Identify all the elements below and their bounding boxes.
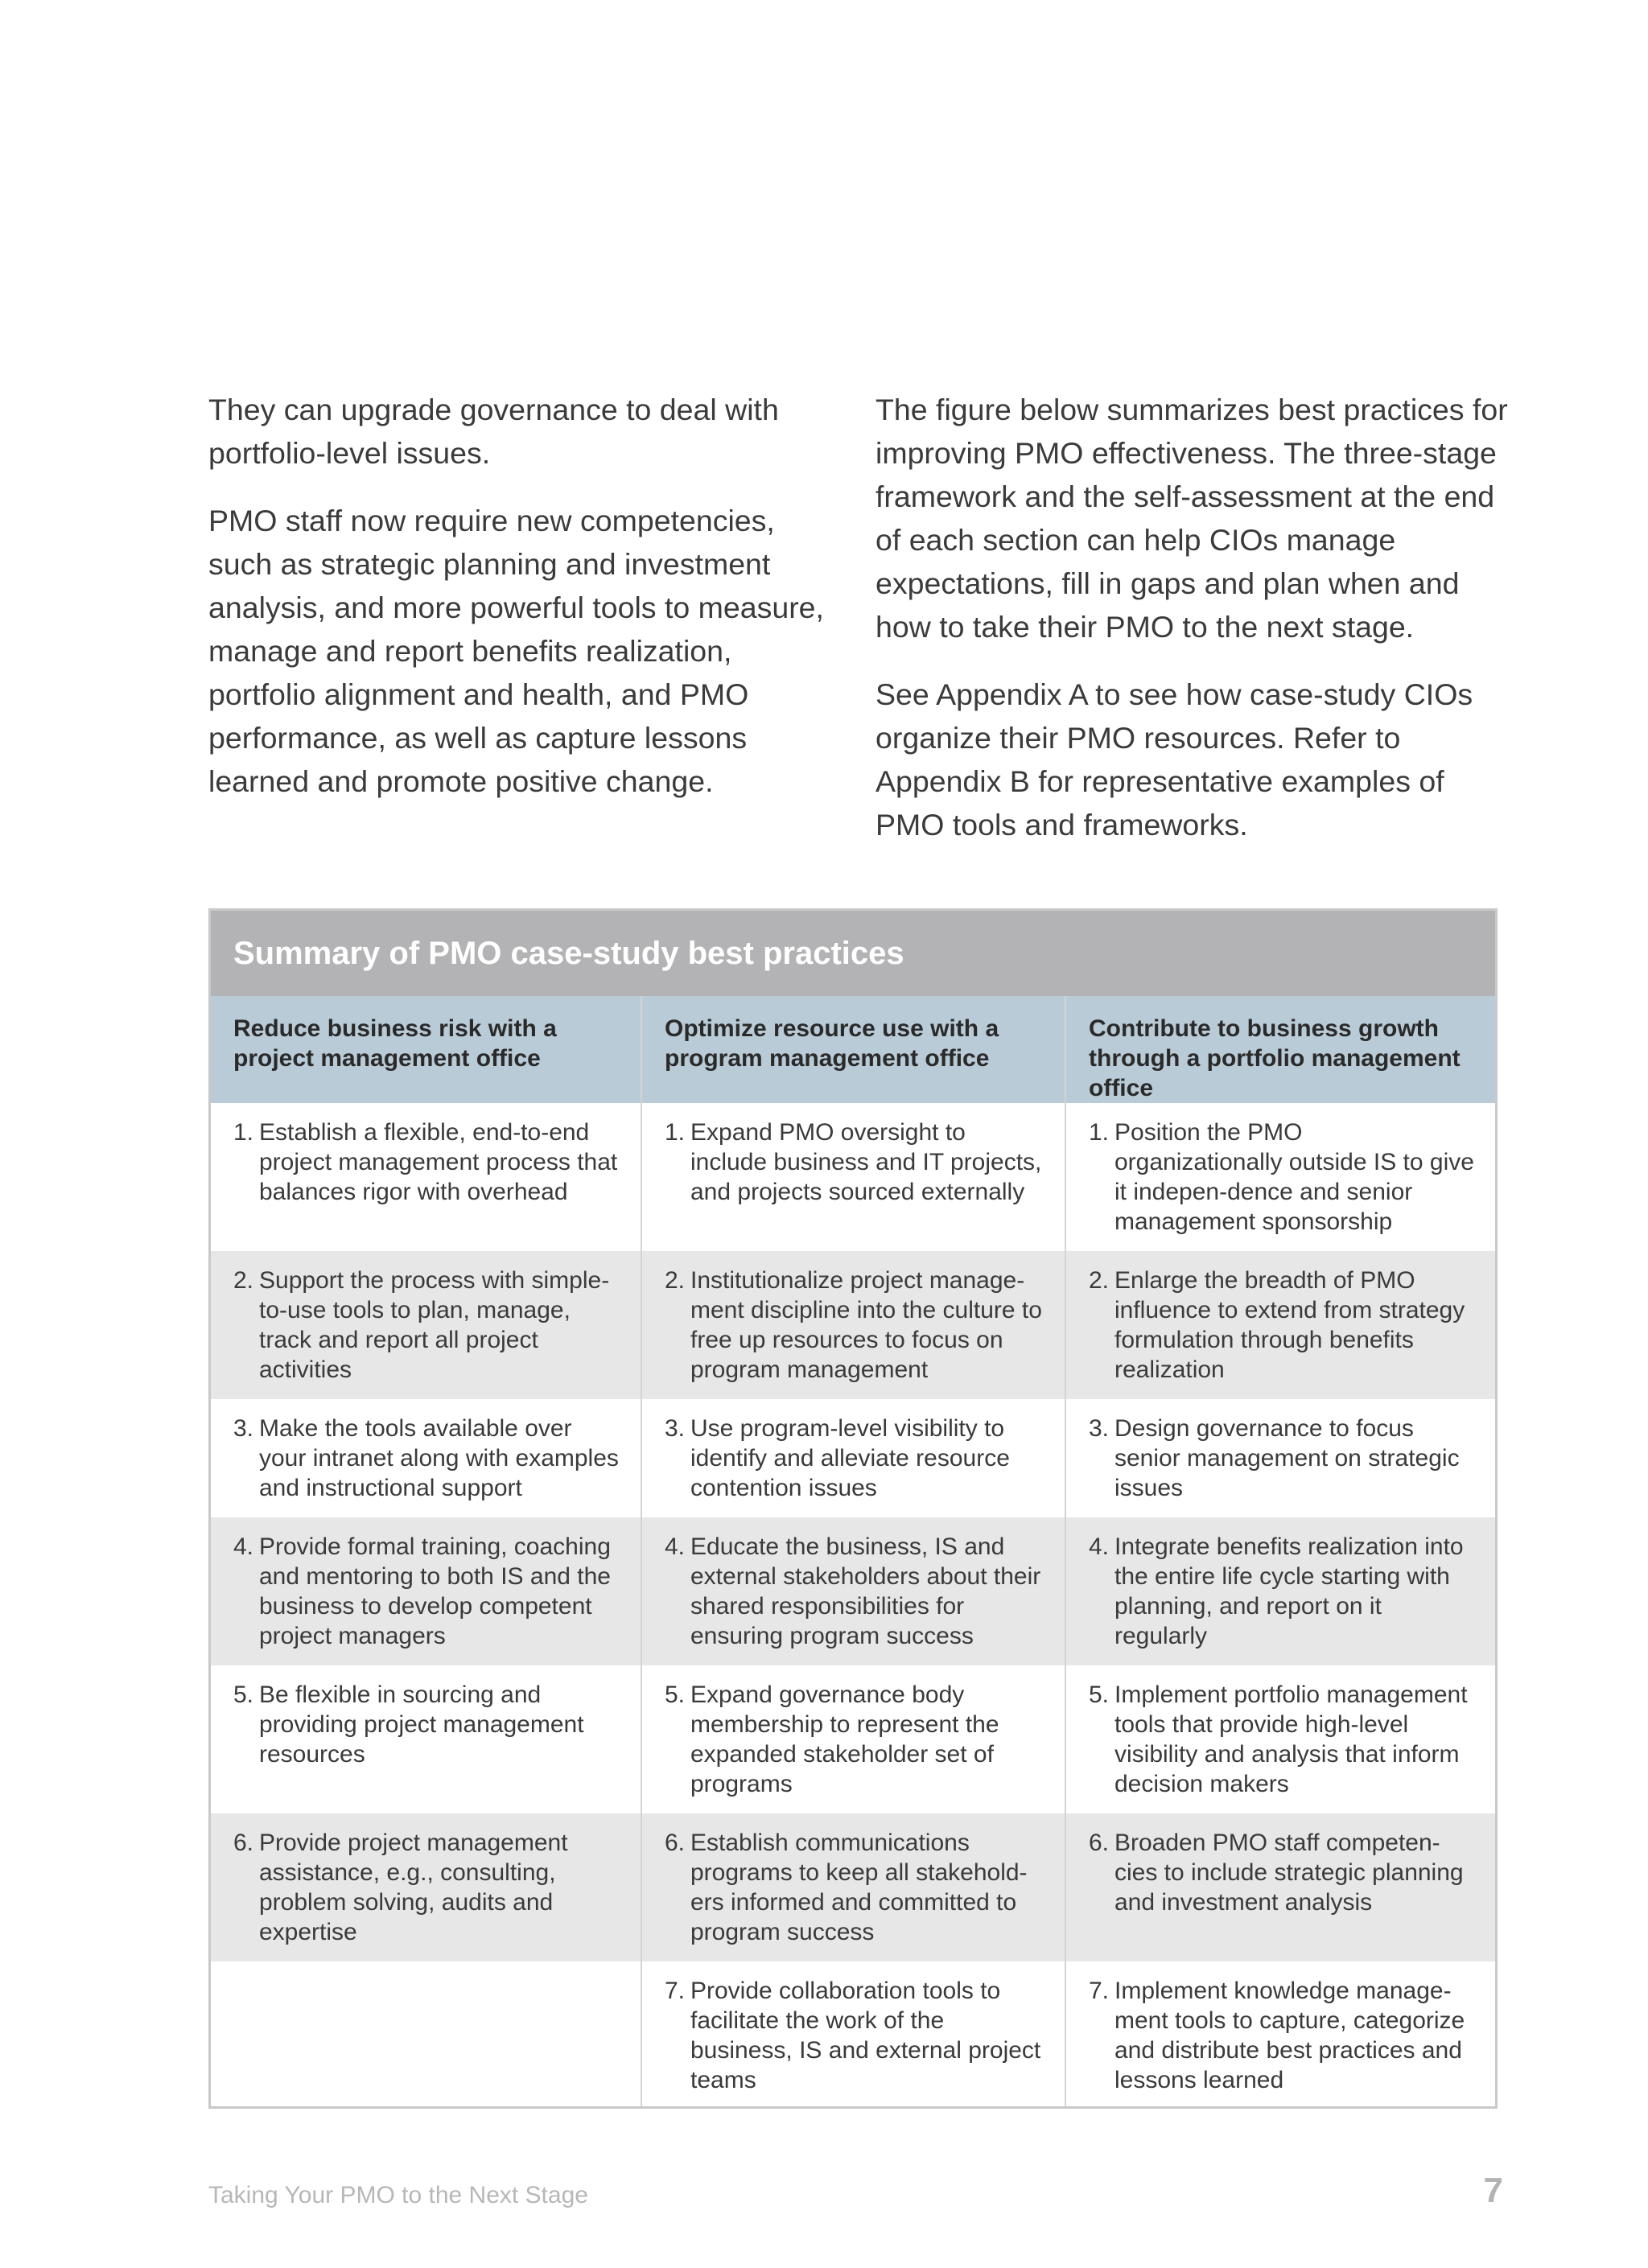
table-row	[211, 1813, 1495, 1961]
table-header-row	[211, 996, 1495, 1103]
table-cell	[1065, 1665, 1495, 1813]
best-practices-table	[208, 908, 1498, 2109]
item-number: 4.	[665, 1533, 686, 1560]
item-text: Establish communications programs to keep all stakehold-ers informed and committed to program success	[690, 1830, 1028, 1945]
item-number: 5.	[1089, 1681, 1110, 1708]
table-cell	[211, 1961, 641, 2106]
table-cell	[1065, 1103, 1495, 1251]
table-cell	[211, 1399, 641, 1517]
item-text: Position the PMO organizationally outside IS to give it indepen-dence and senior management sponsorship	[1114, 1119, 1474, 1235]
header-program-office: Optimize resource use with a program management office	[641, 996, 1065, 1103]
item-text: Be flexible in sourcing and providing project management resources	[259, 1681, 584, 1768]
item-text: Provide collaboration tools to facilitate the work of the business, IS and external project teams	[690, 1978, 1041, 2093]
item-number: 2.	[665, 1267, 686, 1294]
item-number: 5.	[665, 1681, 686, 1708]
table-cell	[641, 1961, 1065, 2106]
right-text-column	[876, 388, 1511, 871]
best-practices-grid	[211, 996, 1495, 2106]
item-text: Implement portfolio management tools that provide high-level visibility and analysis that inform decision makers	[1114, 1681, 1468, 1797]
item-number: 3.	[665, 1415, 686, 1442]
footer-document-title: Taking Your PMO to the Next Stage	[208, 2182, 588, 2208]
item-text: Provide formal training, coaching and mentoring to both IS and the business to develop competent project managers	[259, 1533, 611, 1649]
page-number: 7	[1483, 2171, 1503, 2210]
table-cell	[1065, 1813, 1495, 1961]
item-number: 6.	[1089, 1830, 1110, 1856]
table-row	[211, 1961, 1495, 2106]
table-cell	[211, 1665, 641, 1813]
item-number: 4.	[233, 1533, 254, 1560]
item-text: Educate the business, IS and external stakeholders about their shared responsibilities for ensuring program success	[690, 1533, 1041, 1649]
right-paragraph-2: See Appendix A to see how case-study CIOs organize their PMO resources. Refer to Appendix B for representative examples of PMO tools and frameworks.	[876, 677, 1473, 842]
table-cell	[211, 1103, 641, 1251]
item-text: Support the process with simple-to-use tools to plan, manage, track and report all project activities	[259, 1267, 610, 1383]
item-number: 4.	[1089, 1533, 1110, 1560]
item-number: 1.	[665, 1119, 686, 1146]
table-row	[211, 1517, 1495, 1665]
item-number: 1.	[1089, 1119, 1110, 1146]
item-text: Provide project management assistance, e.g., consulting, problem solving, audits and expertise	[259, 1830, 568, 1945]
item-text: Implement knowledge manage-ment tools to capture, categorize and distribute best practices and lessons learned	[1114, 1978, 1465, 2093]
item-text: Integrate benefits realization into the entire life cycle starting with planning, and report on it regularly	[1114, 1533, 1464, 1649]
item-number: 3.	[1089, 1415, 1110, 1442]
item-text: Use program-level visibility to identify and alleviate resource contention issues	[690, 1415, 1010, 1501]
table-row	[211, 1251, 1495, 1399]
item-text: Make the tools available over your intranet along with examples and instructional support	[259, 1415, 619, 1501]
table-cell	[641, 1251, 1065, 1399]
item-text: Broaden PMO staff competen-cies to include strategic planning and investment analysis	[1114, 1830, 1464, 1916]
table-cell	[641, 1517, 1065, 1665]
item-number: 3.	[233, 1415, 254, 1442]
table-cell	[211, 1813, 641, 1961]
table-row	[211, 1103, 1495, 1251]
item-text: Expand governance body membership to represent the expanded stakeholder set of programs	[690, 1681, 999, 1797]
item-number: 2.	[1089, 1267, 1110, 1294]
item-number: 2.	[233, 1267, 254, 1294]
header-portfolio-office: Contribute to business growth through a portfolio management office	[1065, 996, 1495, 1103]
left-paragraph-1: They can upgrade governance to deal with portfolio-level issues.	[208, 393, 779, 470]
table-row	[211, 1399, 1495, 1517]
item-number: 7.	[665, 1978, 686, 2004]
table-row	[211, 1665, 1495, 1813]
table-cell	[1065, 1517, 1495, 1665]
table-cell	[211, 1517, 641, 1665]
table-cell	[1065, 1399, 1495, 1517]
item-text: Institutionalize project manage-ment discipline into the culture to free up resources to focus on program management	[690, 1267, 1042, 1383]
table-cell	[641, 1103, 1065, 1251]
table-cell	[1065, 1961, 1495, 2106]
table-cell	[1065, 1251, 1495, 1399]
item-number: 7.	[1089, 1978, 1110, 2004]
table-title: Summary of PMO case-study best practices	[211, 911, 1495, 996]
table-cell	[211, 1251, 641, 1399]
item-number: 5.	[233, 1681, 254, 1708]
left-text-column	[208, 388, 844, 827]
left-paragraph-2: PMO staff now require new competencies, such as strategic planning and investment analysis, and more powerful tools to measure, manage and report benefits realization, portfolio alignment and health, and PMO performance, as well as capture lessons learned and promote positive change.	[208, 504, 824, 798]
item-number: 1.	[233, 1119, 254, 1146]
right-paragraph-1: The figure below summarizes best practices for improving PMO effectiveness. The three-stage framework and the self-assessment at the end of each section can help CIOs manage expectations, fill in gaps and plan when and how to take their PMO to the next stage.	[876, 393, 1508, 644]
item-text: Enlarge the breadth of PMO influence to extend from strategy formulation through benefits realization	[1114, 1267, 1465, 1383]
item-number: 6.	[233, 1830, 254, 1856]
table-cell	[641, 1399, 1065, 1517]
table-cell	[641, 1813, 1065, 1961]
header-project-office: Reduce business risk with a project management office	[211, 996, 641, 1103]
item-text: Establish a flexible, end-to-end project management process that balances rigor with overhead	[259, 1119, 618, 1205]
item-number: 6.	[665, 1830, 686, 1856]
table-cell	[641, 1665, 1065, 1813]
item-text: Design governance to focus senior management on strategic issues	[1114, 1415, 1460, 1501]
item-text: Expand PMO oversight to include business and IT projects, and projects sourced externally	[690, 1119, 1042, 1205]
